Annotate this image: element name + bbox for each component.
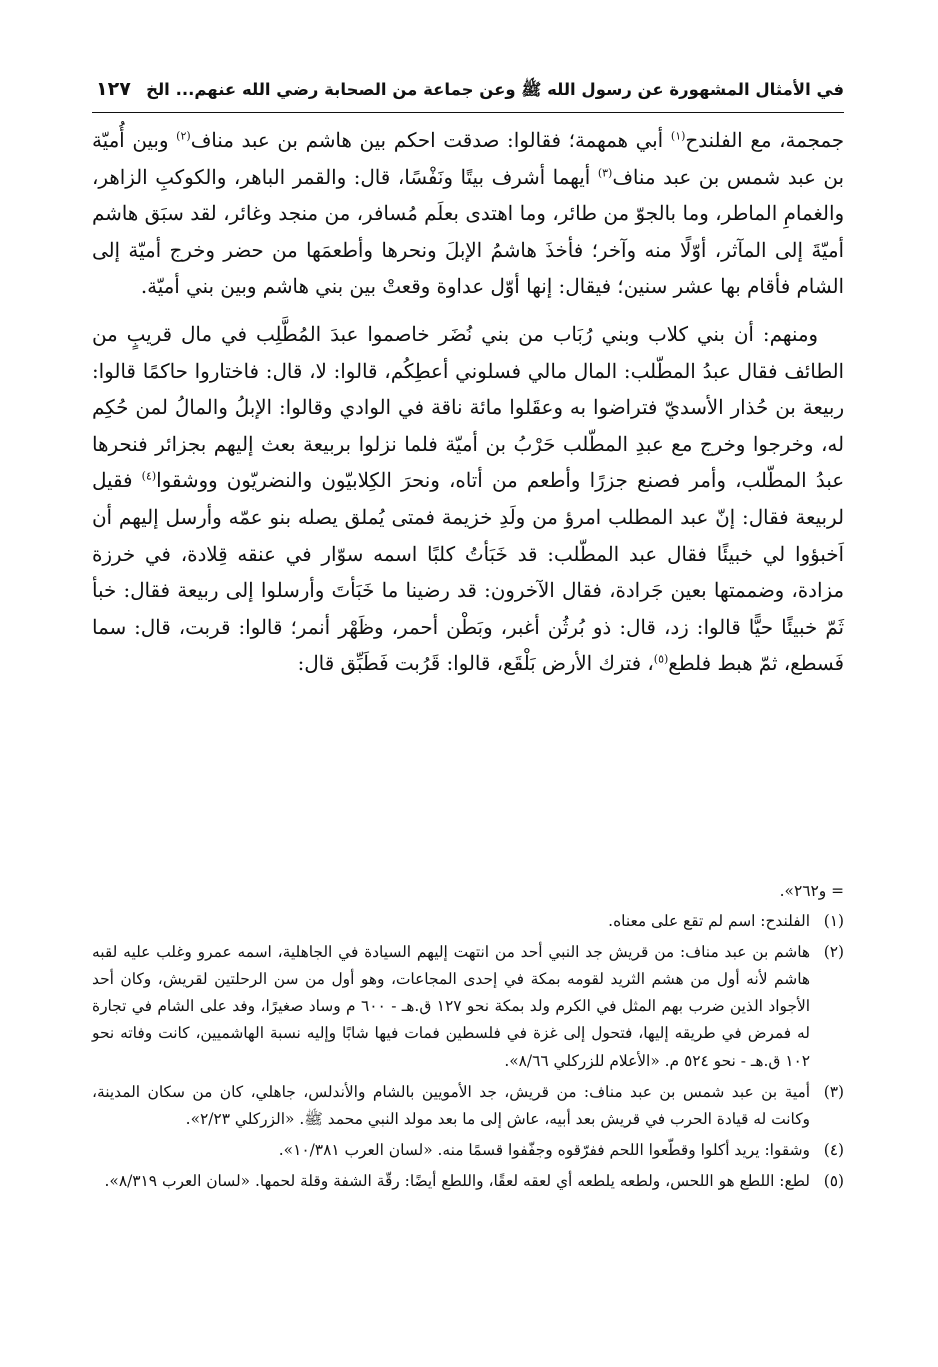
footnote-text: الفلندح: اسم لم تقع على معناه. <box>608 912 810 931</box>
main-text <box>92 123 844 683</box>
text-run: ، فترك الأرض بَلْقَع، قالوا: قَرُبت فَطَبِّق قال: <box>297 652 654 676</box>
footnote-text: هاشم بن عبد مناف: من قريش جد النبي أحد من انتهت إليهم السيادة في الجاهلية، اسمه عمرو وغلب عليه لقبه هاشم لأنه أول من هشم الثريد لقومه بمكة في إحدى المجاعات، وهو أول من سن الرحلتين لقريش، وكان أحد الأجواد الذين ضرب بهم المثل في الكرم ولد بمكة نحو ١٢٧ ق.هـ - ٦٠٠ م وساد صغيرًا، وفد على الشام في تجارة له فمرض في طريقه إليها، فتحول إلى غزة في فلسطين فمات فيها شابًا وإليه نسبة الهاشميين، كانت وفاته نحو ١٠٢ ق.هـ - نحو ٥٢٤ م. «الأعلام للزركلي ٨/٦٦». <box>92 943 811 1070</box>
text-run: وبين أُميّة بن عبد شمس بن عبد مناف <box>92 129 844 189</box>
footnote-3 <box>92 1079 844 1133</box>
footnote-number: (٢) <box>823 943 844 962</box>
text-run: فقيل لربيعة فقال: إنّ عبد المطلب امرؤ من ولَدِ خزيمة فمتى يُملق يصله بنو عمّه وأرسل إليهم أن اَخبؤوا لي خبيئًا فقال عبد المطّلب: قد خَبَأتُ كلبًا اسمه سوّار في عنقه قِلادة، في خرزة مزادة، وضممتها بعين جَرادة، فقال الآخرون: قد رضينا ما خَبَأتَ وأرسلوا إلى ربيعة فقال: خبأ ثَمّ خبيئًا حيًّا قالوا: زد، قال: ذو بُرثُن أغبر، وبَطْن أحمر، وظَهْر أنمر؛ قالوا: قربت، قال: سما فَسطع، ثمّ هبط فلطع <box>92 469 844 676</box>
footnote-number: (١) <box>823 912 844 931</box>
footnote-2 <box>92 939 844 1074</box>
footnote-text: لطع: اللطع هو اللحس، ولطعه يلطعه أي لعقه لعقًا، واللطع أيضًا: رقّة الشفة وقلة لحمها. «لسان العرب ٨/٣١٩». <box>104 1171 810 1190</box>
text-run: جمجمة، مع الفلندح <box>685 129 845 152</box>
footnote-1 <box>92 908 844 935</box>
page <box>92 78 844 683</box>
text-run: أبي همهمة؛ فقالوا: صدقت احكم بين هاشم بن عبد مناف <box>190 129 671 152</box>
footnote-number: (٣) <box>823 1082 844 1101</box>
footnote-ref-2: (٢) <box>176 129 191 143</box>
text-run: أيهما أشرف بيتًا ونَفْسًا، قال: والقمر الباهر، والكوكبِ الزاهر، والغمامِ الماطر، وما بالجوّ من طائر، وما اهتدى بعلَم مُسافر، من منجد وغائر، لقد سبَق هاشم أميّةَ إلى المآثر، أوّلًا منه وآخر؛ فأخذَ هاشمُ الإبلَ ونحرها وأطعمَها من حضر وخرج أميّة إلى الشام فأقام بها عشر سنين؛ فيقال: إنها أوّل عداوة وقعتْ بين بني هاشم وبين بني أميّة. <box>92 165 844 299</box>
footnote-ref-5: (٥) <box>653 652 669 666</box>
footnote-continuation: = و٢٦٢». <box>779 882 844 900</box>
footnote-number: (٥) <box>823 1171 844 1190</box>
footnote-ref-3: (٣) <box>597 166 613 179</box>
footnote-number: (٤) <box>823 1140 844 1159</box>
footnote-5 <box>92 1168 844 1195</box>
running-header <box>92 78 844 113</box>
paragraph-2 <box>92 317 844 683</box>
footnote-ref-1: (١) <box>670 129 686 143</box>
running-title: في الأمثال المشهورة عن رسول الله ﷺ وعن جماعة من الصحابة رضي الله عنهم... الخ <box>146 80 844 99</box>
footnote-text: وشقوا: يريد أكلوا وقطّعوا اللحم ففرّقوه وجفّفوا قسمًا منه. «لسان العرب ١٠/٣٨١». <box>278 1140 810 1159</box>
footnote-text: أمية بن عبد شمس بن عبد مناف: من قريش، جد الأمويين بالشام والأندلس، جاهلي، كان من سكان المدينة، وكانت له قيادة الحرب في قريش بعد أبيه، عاش إلى ما بعد مولد النبي محمد ﷺ. «الزركلي ٢/٢٣». <box>92 1082 810 1128</box>
text-run: ومنهم: أن بني كلاب وبني رُبَاب من بني نُضَر خاصموا عبدَ المُطَّلِب في مال قريبٍ من الطائف فقال عبدُ المطّلب: المال مالي فسلوني أعطِكُم، قالوا: لا، قال: فاختاروا حاكمًا قالوا: ربيعة بن حُذار الأسديّ فتراضوا به وعقَلوا مائة ناقة في الوادي وقالوا: الإبلُ والمالُ لمن حُكِم له، وخرجوا وخرج مع عبدِ المطّلب حَرْبُ بن أميّة فلما نزلوا بربيعة بعث إليهم بجزائر فنحرها عبدُ المطّلب، وأمر فصنع جزرًا وأطعم من أتاه، ونحرَ الكِلابيّون والنضريّون ووشقوا <box>92 322 844 493</box>
footnote-ref-4: (٤) <box>141 469 157 483</box>
page-number: ١٢٧ <box>96 78 131 100</box>
paragraph-1 <box>92 123 844 306</box>
footnote-4 <box>92 1137 844 1164</box>
footnotes <box>92 878 844 1199</box>
